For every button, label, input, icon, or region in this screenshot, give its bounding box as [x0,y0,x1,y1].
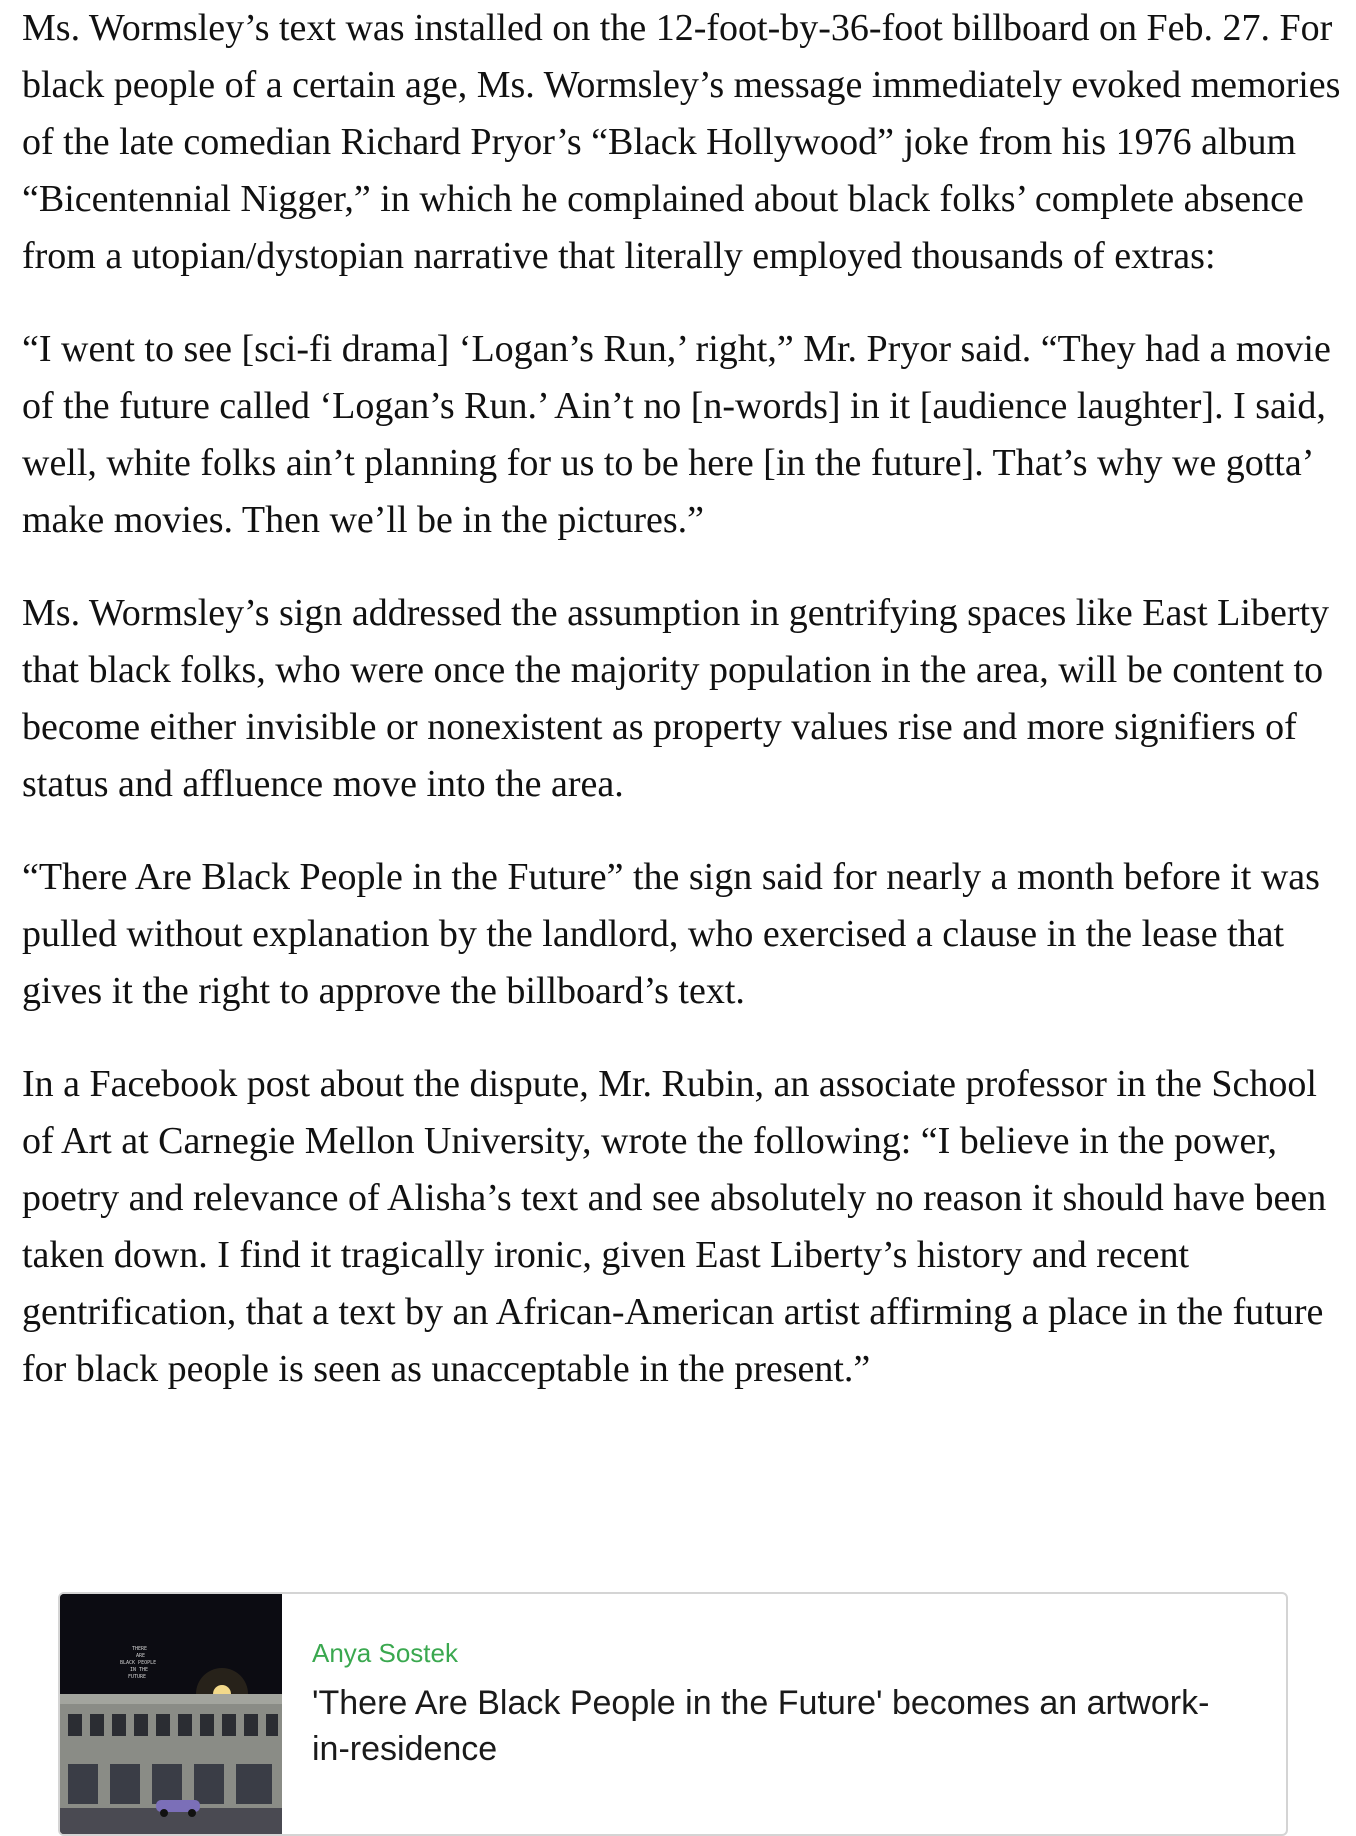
related-article-text [282,1594,1242,1834]
paragraph: In a Facebook post about the dispute, Mr. Rubin, an associate professor in the School of Art at Carnegie Mellon University, wrote the following: “I believe in the power, poetry and relevance of Alisha’s text and see absolutely no reason it should have been taken down. I find it tragically ironic, given East Liberty’s history and recent gentrification, that a text by an African-American artist affirming a place in the future for black people is seen as unacceptable in the present.” [22,1063,1327,1390]
thumbnail-billboard-line: ARE [136,1653,146,1659]
paragraph: Ms. Wormsley’s text was installed on the 12-foot-by-36-foot billboard on Feb. 27. For black people of a certain age, Ms. Wormsley’s message immediately evoked memories of the late comedian Richard Pryor’s “Black Hollywood” joke from his 1976 album “Bicentennial Nigger,” in which he complained about black folks’ complete absence from a utopian/dystopian narrative that literally employed thousands of extras: [22,7,1341,277]
paragraph: Ms. Wormsley’s sign addressed the assumption in gentrifying spaces like East Liberty that black folks, who were once the majority population in the area, will be content to become either invisible or nonexistent as property values rise and more signifiers of status and affluence move into the area. [22,592,1330,805]
related-article-author[interactable]: Anya Sostek [312,1638,458,1668]
thumbnail-billboard-line: IN THE [130,1667,149,1673]
related-article-thumbnail[interactable] [60,1594,282,1834]
paragraph: “I went to see [sci-fi drama] ‘Logan’s Run,’ right,” Mr. Pryor said. “They had a movie of the future called ‘Logan’s Run.’ Ain’t no [n-words] in it [audience laughter]. I said, well, white folks ain’t planning for us to be here [in the future]. That’s why we gotta’ make movies. Then we’ll be in the pictures.” [22,328,1331,541]
thumbnail-billboard-line: FUTURE [128,1674,147,1680]
building-night-photo [60,1594,282,1834]
thumbnail-billboard-line: BLACK PEOPLE [120,1660,157,1666]
article-body [22,0,1342,1434]
paragraph: “There Are Black People in the Future” the sign said for nearly a month before it was pulled without explanation by the landlord, who exercised a clause in the lease that gives it the right to approve the billboard’s text. [22,856,1320,1012]
related-article-title[interactable]: 'There Are Black People in the Future' becomes an artwork-in-residence [312,1684,1210,1768]
thumbnail-billboard-line: THERE [132,1646,148,1652]
related-article-card[interactable] [58,1592,1288,1836]
